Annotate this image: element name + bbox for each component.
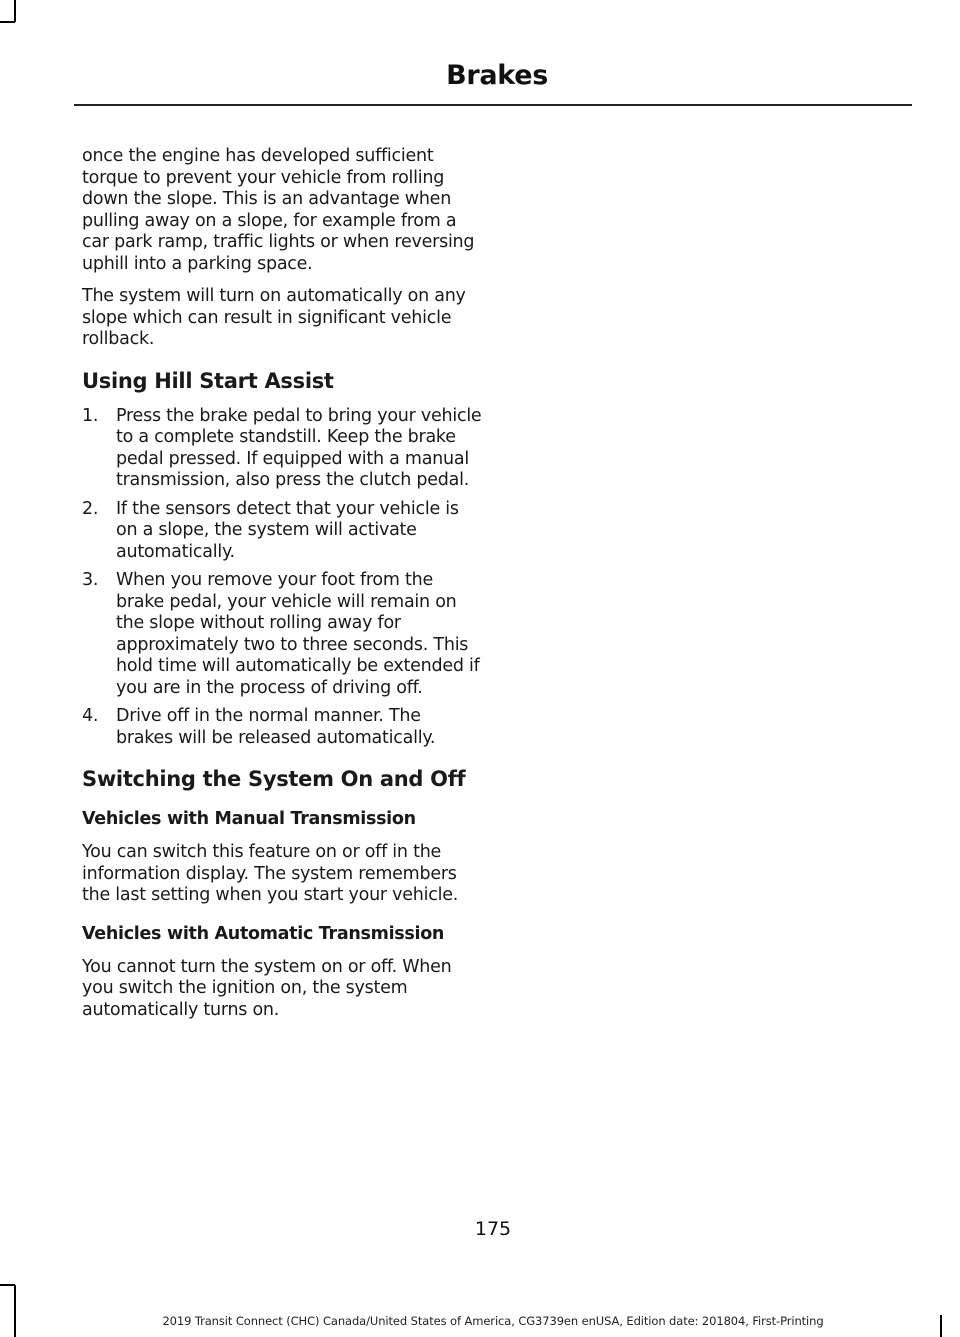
- list-item: [82, 499, 482, 564]
- intro-paragraph-2: The system will turn on automatically on any slope which can result in significant vehicle rollback.: [82, 286, 466, 349]
- manual-transmission-subheading: Vehicles with Manual Transmission: [82, 809, 416, 829]
- section-title: Brakes: [446, 60, 548, 91]
- manual-transmission-paragraph: You can switch this feature on or off in the information display. The system remembers the last setting when you start your vehicle.: [82, 842, 459, 905]
- steps-list: [82, 406, 482, 750]
- step-number: 1.: [82, 405, 99, 426]
- step-number: 2.: [82, 498, 99, 519]
- list-item: [82, 706, 482, 749]
- switching-system-heading: Switching the System On and Off: [82, 767, 466, 791]
- step-text: If the sensors detect that your vehicle is on a slope, the system will activate automatically.: [116, 498, 459, 562]
- intro-paragraph-1: once the engine has developed sufficient torque to prevent your vehicle from rolling down the slope. This is an advantage when pulling away on a slope, for example from a car park ramp, traffic lights or when reversing uphill into a parking space.: [82, 146, 475, 274]
- automatic-transmission-paragraph: You cannot turn the system on or off. When you switch the ignition on, the system automatically turns on.: [82, 956, 452, 1020]
- step-text: Press the brake pedal to bring your vehicle to a complete standstill. Keep the brake pedal pressed. If equipped with a manual transmission, also press the clutch pedal.: [116, 405, 482, 490]
- crop-mark-top-left-horizontal: [0, 21, 15, 23]
- crop-mark-top-left-vertical: [14, 0, 16, 22]
- crop-mark-bottom-left-vertical: [14, 1285, 16, 1337]
- page-number: 175: [474, 1218, 512, 1240]
- step-text: When you remove your foot from the brake pedal, your vehicle will remain on the slope without rolling away for approximately two to three seconds. This hold time will automatically be extended if you are in the process of driving off.: [116, 570, 480, 698]
- header-divider: [74, 104, 912, 106]
- step-number: 3.: [82, 570, 99, 590]
- page-content: [82, 146, 482, 1032]
- edition-footer: 2019 Transit Connect (CHC) Canada/United States of America, CG3739en enUSA, Edition date: 201804, First-Printing: [162, 1314, 824, 1328]
- crop-mark-bottom-left-horizontal: [0, 1284, 15, 1286]
- step-text: Drive off in the normal manner. The brakes will be released automatically.: [116, 706, 436, 748]
- step-number: 4.: [82, 706, 99, 726]
- using-hill-start-assist-heading: Using Hill Start Assist: [82, 368, 334, 393]
- list-item: [82, 406, 482, 492]
- automatic-transmission-subheading: Vehicles with Automatic Transmission: [82, 923, 445, 944]
- list-item: [82, 570, 482, 699]
